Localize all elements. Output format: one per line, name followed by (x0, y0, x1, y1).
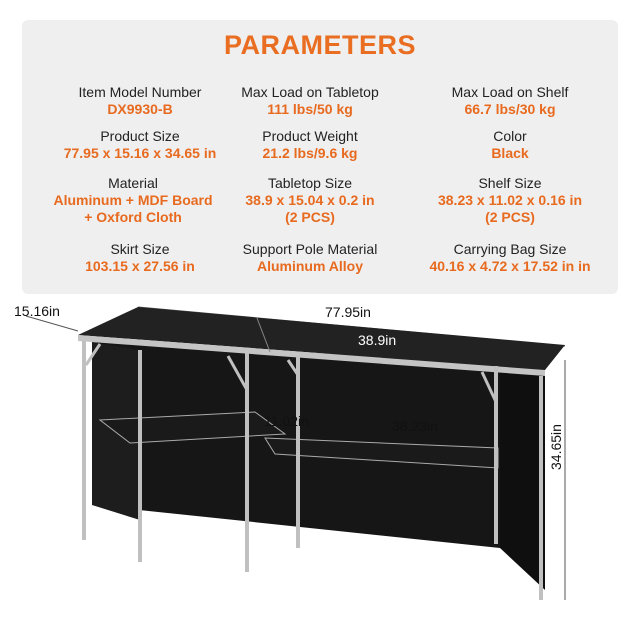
param-label: Shelf Size (478, 175, 542, 191)
param-material (33, 175, 233, 226)
param-label: Product Weight (262, 128, 358, 144)
param-label: Max Load on Tabletop (241, 84, 379, 100)
param-color (410, 128, 610, 162)
dim-length: 77.95in (325, 304, 371, 320)
param-shelf-size (410, 175, 610, 226)
param-value: DX9930-B (107, 101, 173, 117)
param-label: Carrying Bag Size (453, 241, 567, 257)
param-value: 66.7 lbs/30 kg (464, 101, 556, 117)
param-label: Material (108, 175, 158, 191)
param-label: Max Load on Shelf (451, 84, 569, 100)
dim-tabletop-width: 38.9in (358, 332, 397, 348)
param-label: Product Size (100, 128, 180, 144)
param-max-load-tabletop (210, 84, 410, 118)
param-value: 38.9 x 15.04 x 0.2 in (2 PCS) (245, 192, 375, 225)
param-tabletop-size (210, 175, 410, 226)
param-carrying-bag-size (405, 241, 615, 275)
param-value: 40.16 x 4.72 x 17.52 in in (429, 258, 591, 274)
param-max-load-shelf (410, 84, 610, 118)
dim-height: 34.65in (548, 424, 564, 470)
param-label: Tabletop Size (267, 175, 353, 191)
param-value: Aluminum Alloy (256, 258, 364, 274)
param-value: 38.23 x 11.02 x 0.16 in (2 PCS) (437, 192, 582, 225)
param-value: 103.15 x 27.56 in (85, 258, 195, 274)
side-skirt (500, 362, 545, 590)
param-label: Support Pole Material (242, 241, 378, 257)
page-title: PARAMETERS (223, 30, 416, 60)
param-value: 111 lbs/50 kg (267, 101, 353, 117)
param-value: 77.95 x 15.16 x 34.65 in (63, 145, 217, 161)
param-label: Skirt Size (110, 241, 170, 257)
dim-shelf-width: 38.23in (392, 418, 438, 434)
param-label: Color (493, 128, 527, 144)
param-value: Black (491, 145, 529, 161)
param-support-pole-material (210, 241, 410, 275)
param-product-weight (210, 128, 410, 162)
dim-depth: 15.16in (14, 303, 60, 319)
param-value: 21.2 lbs/9.6 kg (262, 145, 358, 161)
param-value: Aluminum + MDF Board + Oxford Cloth (53, 192, 213, 225)
bar-table-illustration (0, 290, 640, 629)
dim-shelf-depth: 11.02in (264, 413, 309, 429)
param-label: Item Model Number (78, 84, 202, 100)
